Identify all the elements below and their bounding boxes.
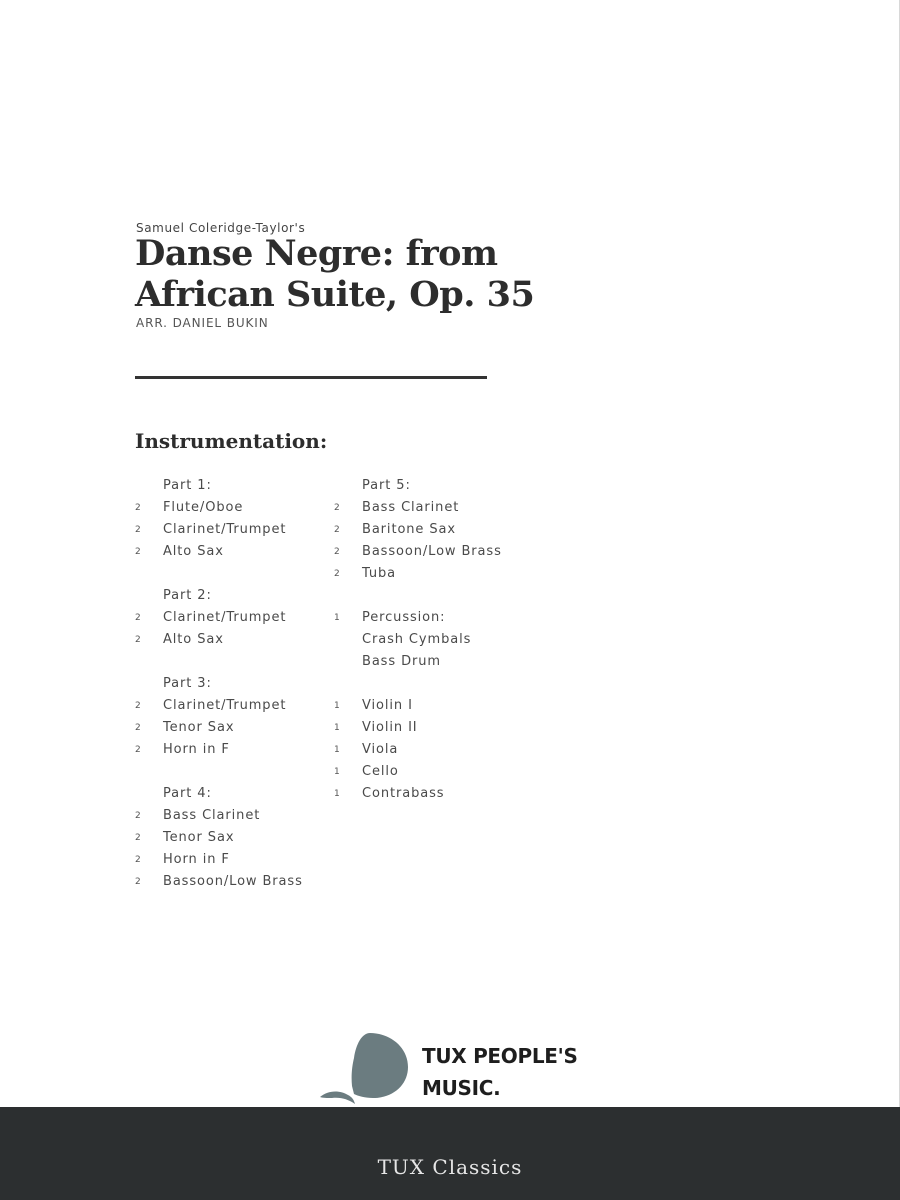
- instrument-label: Part 1:: [163, 478, 212, 493]
- instrument-label: Horn in F: [163, 742, 230, 757]
- instrument-count: 2: [135, 745, 142, 755]
- instrument-row: [135, 497, 303, 519]
- instrument-row: [334, 739, 502, 761]
- instrument-label: Cello: [362, 764, 399, 779]
- instrument-count: 1: [334, 723, 341, 733]
- instrument-label: Alto Sax: [163, 544, 224, 559]
- footer-series-title: TUX Classics: [377, 1155, 523, 1179]
- instrument-label: Bass Clarinet: [362, 500, 460, 515]
- instrument-count: 2: [135, 855, 142, 865]
- instrument-count: 1: [334, 745, 341, 755]
- instrument-row: [334, 651, 502, 673]
- instrument-label: Bass Drum: [362, 654, 441, 669]
- instrument-count: 2: [135, 723, 142, 733]
- instrument-row: [135, 475, 303, 497]
- instrument-row: [334, 783, 502, 805]
- divider-rule: [135, 376, 487, 379]
- publisher-logo: [318, 1030, 618, 1110]
- instrument-label: Bassoon/Low Brass: [163, 874, 303, 889]
- instrument-label: Part 2:: [163, 588, 212, 603]
- instrument-count: 1: [334, 613, 341, 623]
- instrument-row: [135, 827, 303, 849]
- piece-title-line-1: Danse Negre: from: [135, 233, 498, 274]
- instrument-row: [334, 695, 502, 717]
- list-spacer: [135, 761, 303, 783]
- instrument-label: Contrabass: [362, 786, 445, 801]
- instrument-row: [334, 717, 502, 739]
- instrument-count: 2: [334, 569, 341, 579]
- instrument-label: Part 4:: [163, 786, 212, 801]
- instrument-row: [334, 541, 502, 563]
- instrument-row: [135, 585, 303, 607]
- footer-bar: [0, 1107, 900, 1200]
- instrument-row: [334, 475, 502, 497]
- instrument-label: Clarinet/Trumpet: [163, 698, 287, 713]
- instrument-count: 2: [334, 525, 341, 535]
- instrument-count: 1: [334, 767, 341, 777]
- publisher-name-line-2: MUSIC.: [422, 1076, 501, 1100]
- instrument-label: Tenor Sax: [163, 720, 235, 735]
- instrument-label: Alto Sax: [163, 632, 224, 647]
- piece-title: [135, 233, 655, 315]
- instrument-count: 2: [135, 525, 142, 535]
- instrument-row: [135, 849, 303, 871]
- instrument-row: [334, 497, 502, 519]
- publisher-name: [422, 1040, 578, 1104]
- instrument-row: [135, 783, 303, 805]
- instrument-list-right: [334, 475, 502, 805]
- instrument-row: [135, 673, 303, 695]
- instrument-row: [135, 871, 303, 893]
- instrument-label: Horn in F: [163, 852, 230, 867]
- instrument-row: [135, 739, 303, 761]
- instrument-list-left: [135, 475, 303, 893]
- instrument-row: [135, 695, 303, 717]
- instrument-count: 2: [135, 811, 142, 821]
- instrument-count: 2: [334, 503, 341, 513]
- instrument-count: 1: [334, 701, 341, 711]
- list-spacer: [135, 563, 303, 585]
- piece-title-line-2: African Suite, Op. 35: [135, 274, 535, 315]
- instrumentation-heading: Instrumentation:: [135, 429, 328, 453]
- speech-bubble-icon: [318, 1030, 418, 1110]
- instrument-row: [135, 541, 303, 563]
- instrument-count: 2: [334, 547, 341, 557]
- instrument-label: Bass Clarinet: [163, 808, 261, 823]
- instrument-count: 2: [135, 635, 142, 645]
- instrument-row: [334, 519, 502, 541]
- instrument-count: 1: [334, 789, 341, 799]
- instrument-row: [135, 607, 303, 629]
- instrument-label: Clarinet/Trumpet: [163, 522, 287, 537]
- instrument-label: Clarinet/Trumpet: [163, 610, 287, 625]
- instrument-row: [135, 717, 303, 739]
- instrument-row: [135, 805, 303, 827]
- instrument-label: Baritone Sax: [362, 522, 456, 537]
- instrument-row: [334, 761, 502, 783]
- instrument-count: 2: [135, 503, 142, 513]
- instrument-label: Percussion:: [362, 610, 446, 625]
- list-spacer: [334, 673, 502, 695]
- instrument-label: Violin I: [362, 698, 413, 713]
- publisher-name-line-1: TUX PEOPLE'S: [422, 1044, 578, 1068]
- instrument-row: [334, 607, 502, 629]
- instrument-label: Tuba: [362, 566, 397, 581]
- instrument-label: Violin II: [362, 720, 418, 735]
- instrument-label: Flute/Oboe: [163, 500, 244, 515]
- instrument-label: Bassoon/Low Brass: [362, 544, 502, 559]
- instrument-label: Tenor Sax: [163, 830, 235, 845]
- instrument-count: 2: [135, 833, 142, 843]
- instrument-row: [135, 629, 303, 651]
- instrument-label: Crash Cymbals: [362, 632, 472, 647]
- composer-credit: Samuel Coleridge-Taylor's: [136, 221, 306, 235]
- list-spacer: [334, 585, 502, 607]
- instrument-count: 2: [135, 613, 142, 623]
- instrument-row: [135, 519, 303, 541]
- arranger-credit: ARR. DANIEL BUKIN: [136, 316, 269, 330]
- instrument-count: 2: [135, 547, 142, 557]
- instrument-count: 2: [135, 877, 142, 887]
- instrument-count: 2: [135, 701, 142, 711]
- instrument-label: Viola: [362, 742, 399, 757]
- instrument-label: Part 3:: [163, 676, 212, 691]
- instrument-label: Part 5:: [362, 478, 411, 493]
- instrument-row: [334, 563, 502, 585]
- list-spacer: [135, 651, 303, 673]
- instrument-row: [334, 629, 502, 651]
